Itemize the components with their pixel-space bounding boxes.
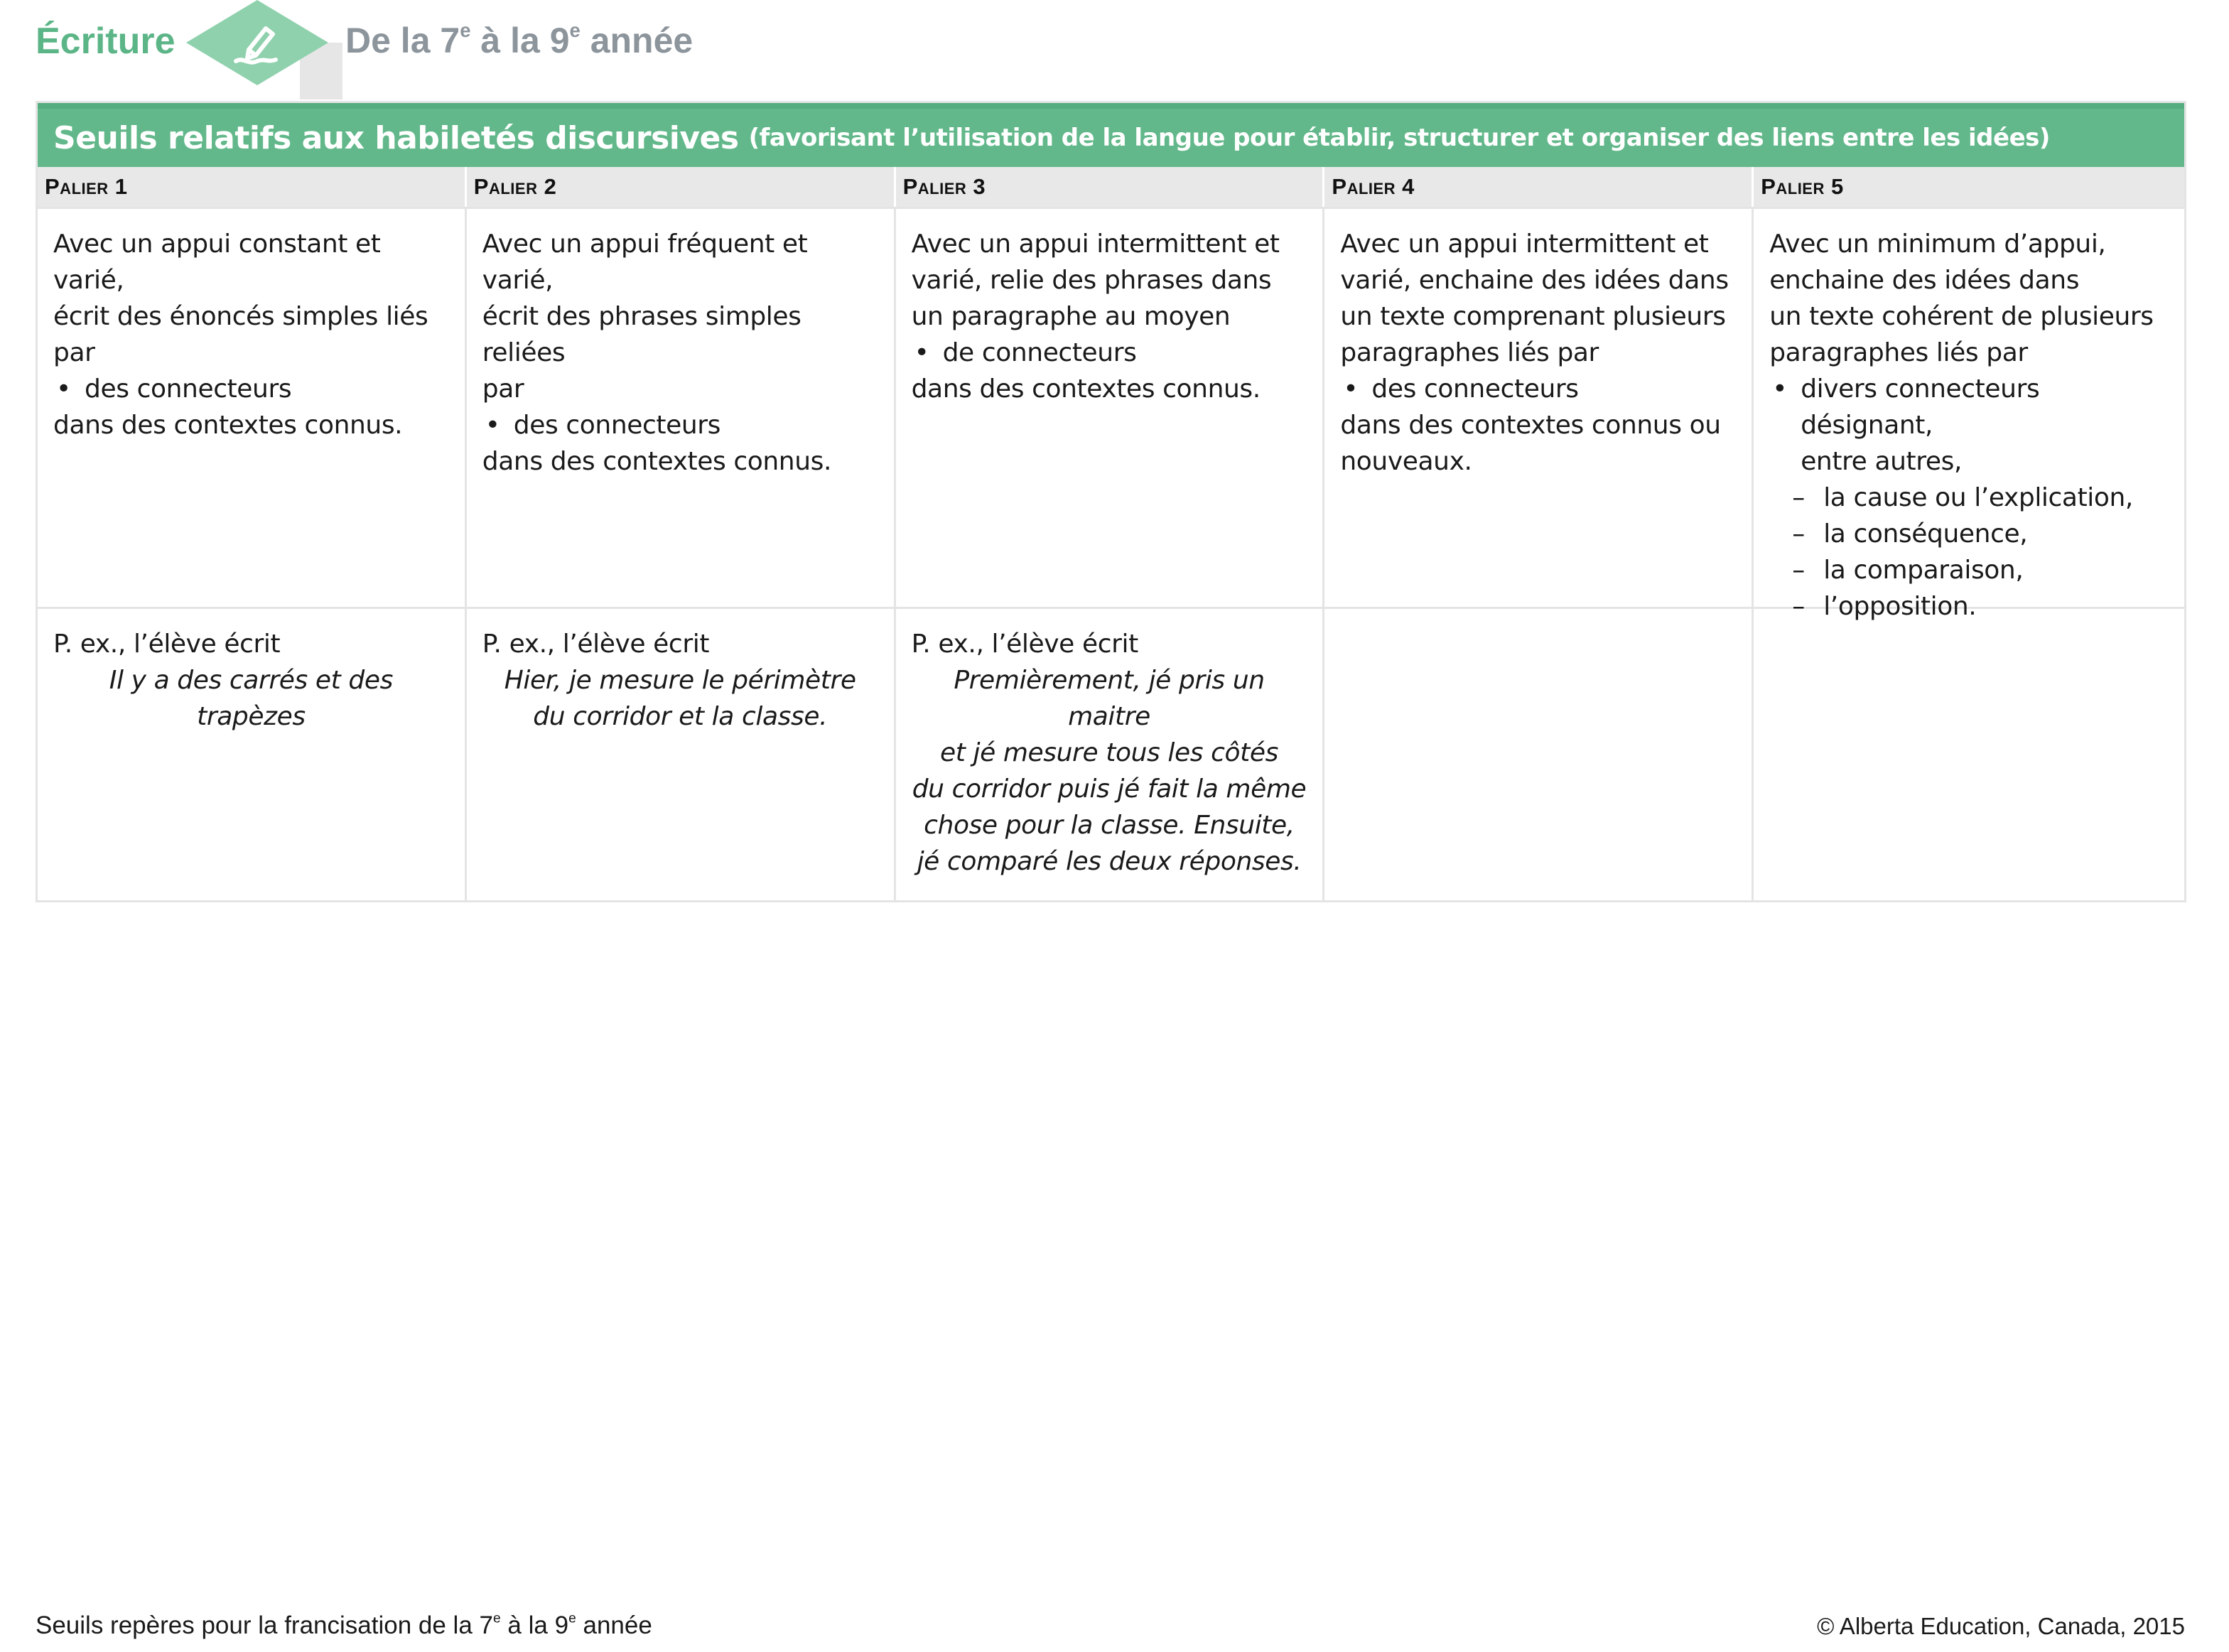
table-banner xyxy=(38,103,2184,167)
column-header-row xyxy=(38,167,2184,209)
descriptor-cell: Avec un appui intermittent et varié, enchaine des idées dans un texte comprenant plusieurs paragraphes liés par • des connecteurs dans des contextes connus ou nouveaux. xyxy=(1324,209,1754,607)
descriptor-cell: Avec un appui fréquent et varié, écrit des phrases simples reliées par • des connecteurs dans des contextes connus. xyxy=(467,209,896,607)
example-cell xyxy=(1324,609,1754,900)
list-item: – la comparaison, xyxy=(1769,552,2169,588)
column-header: Palier 5 xyxy=(1761,174,1844,199)
descriptor-row xyxy=(38,209,2184,621)
example-cell: P. ex., l’élève écrit Premièrement, jé pris un maitre et jé mesure tous les côtés du corridor puis jé fait la même chose pour la classe. Ensuite, jé comparé les deux réponses. xyxy=(896,609,1325,900)
list-item: • des connecteurs xyxy=(482,407,878,443)
descriptor-cell: Avec un appui constant et varié, écrit des énoncés simples liés par • des connecteurs dans des contextes connus. xyxy=(38,209,467,607)
list-item: – l’opposition. xyxy=(1769,588,2169,625)
example-cell: P. ex., l’élève écrit Hier, je mesure le périmètre du corridor et la classe. xyxy=(467,609,896,900)
grade-range: De la 7e à la 9e année xyxy=(345,19,693,60)
list-item: • de connecteurs xyxy=(912,335,1307,371)
section-title: Écriture xyxy=(36,21,176,62)
footer-copyright: © Alberta Education, Canada, 2015 xyxy=(1817,1613,2185,1639)
example-cell xyxy=(1754,609,2184,900)
footer-document-title: Seuils repères pour la francisation de la 7e à la 9e année xyxy=(36,1611,652,1639)
example-row xyxy=(38,609,2184,900)
list-item: • divers connecteurs désignant, xyxy=(1769,371,2169,443)
list-item: • des connecteurs xyxy=(1340,371,1736,407)
list-item: – la conséquence, xyxy=(1769,516,2169,552)
column-header: Palier 1 xyxy=(38,167,467,207)
column-header: Palier 3 xyxy=(896,167,1325,207)
list-item: – la cause ou l’explication, xyxy=(1769,480,2169,516)
pencil-writing-icon xyxy=(186,0,369,99)
column-header: Palier 2 xyxy=(467,167,896,207)
list-item: • des connecteurs xyxy=(53,371,449,407)
column-header: Palier 4 xyxy=(1324,167,1754,207)
table-subtitle: (favorisant l’utilisation de la langue pour établir, structurer et organiser des liens entre les idées) xyxy=(748,124,2050,152)
thresholds-table xyxy=(36,101,2186,902)
descriptor-cell: Avec un minimum d’appui, enchaine des idées dans un texte cohérent de plusieurs paragraphes liés par • divers connecteurs désignant, entre autres, – la cause ou l’explication, – la conséquence, – la comparaison, – l’opposition. xyxy=(1754,209,2184,607)
page-header xyxy=(36,0,888,99)
example-cell: P. ex., l’élève écrit Il y a des carrés et des trapèzes xyxy=(38,609,467,900)
descriptor-cell: Avec un appui intermittent et varié, relie des phrases dans un paragraphe au moyen • de connecteurs dans des contextes connus. xyxy=(896,209,1325,607)
table-title: Seuils relatifs aux habiletés discursives xyxy=(53,119,739,156)
